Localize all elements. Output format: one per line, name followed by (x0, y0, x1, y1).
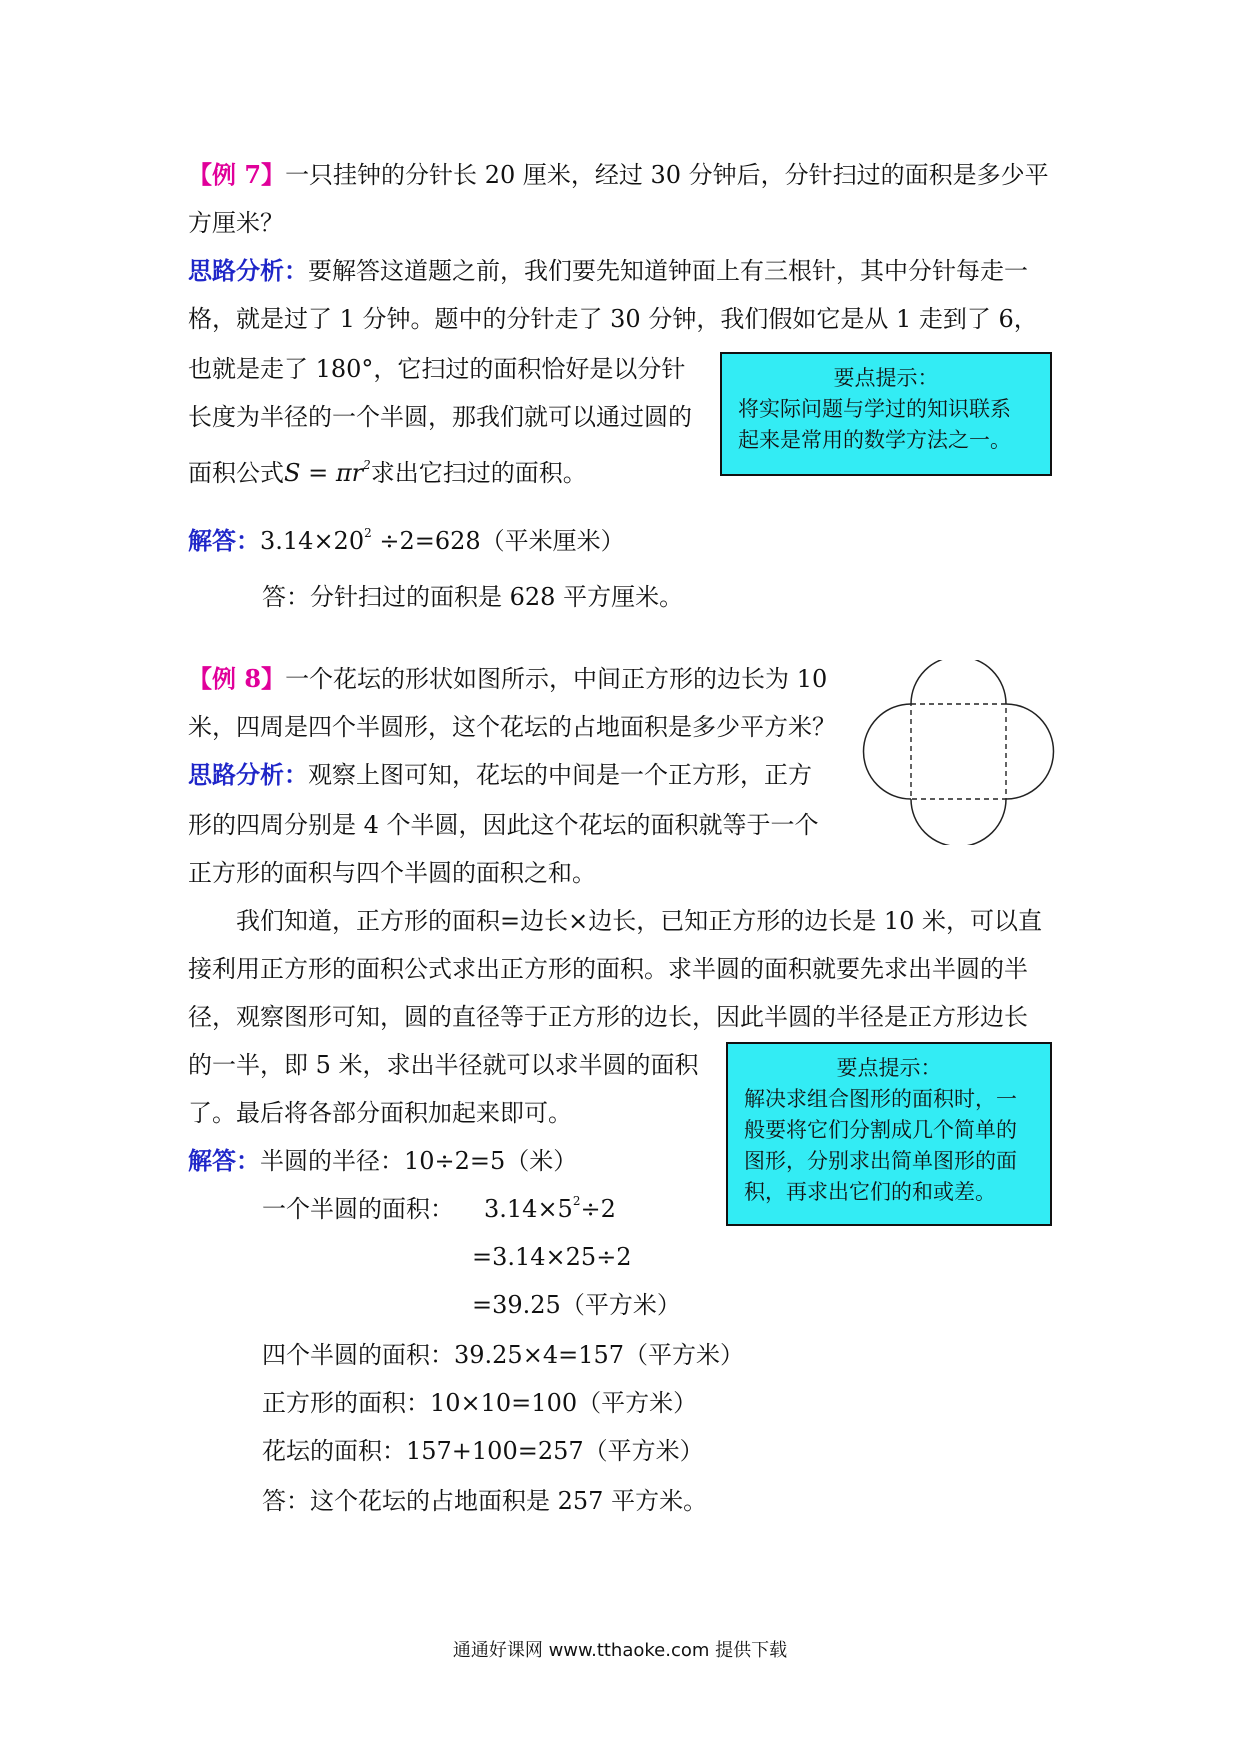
example8-tip-title: 要点提示： (836, 1056, 942, 1080)
example8-step3: =3.14×25÷2 (472, 1243, 632, 1271)
example8-tip-line3: 图形，分别求出简单图形的面 (744, 1149, 1017, 1173)
example7-answer-text-a: 3.14×20 (260, 527, 365, 555)
example8-analysis-line2: 形的四周分别是 4 个半圆，因此这个花坛的面积就等于一个 (188, 811, 819, 839)
example8-step4: =39.25（平方米） (472, 1291, 681, 1319)
example7-conclusion: 答：分针扫过的面积是 628 平方厘米。 (262, 583, 684, 611)
example8-step2-exponent: 2 (572, 1194, 581, 1208)
example7-analysis-text5a: 面积公式 (188, 459, 284, 487)
example8-question-line1 (188, 664, 827, 694)
example8-step6: 正方形的面积：10×10=100（平方米） (262, 1389, 698, 1417)
formula-s: S (284, 459, 301, 487)
example7-analysis-line4: 长度为半径的一个半圆，那我们就可以通过圆的 (188, 403, 692, 431)
example7-tip-line1: 将实际问题与学过的知识联系 (738, 397, 1011, 421)
example7-question-text1: 一只挂钟的分针长 20 厘米，经过 30 分钟后，分针扫过的面积是多少平 (285, 161, 1049, 189)
example8-para-line5: 了。最后将各部分面积加起来即可。 (188, 1099, 572, 1127)
example7-analysis-label: 思路分析： (188, 257, 308, 285)
example8-step2-a: 3.14×5 (484, 1195, 573, 1223)
example8-answer-line (188, 1146, 577, 1176)
example7-answer-text-b: ÷2=628（平米厘米） (371, 527, 625, 555)
example8-answer-label: 解答： (188, 1147, 260, 1175)
example8-para-line3: 径，观察图形可知，圆的直径等于正方形的边长，因此半圆的半径是正方形边长 (188, 1003, 1028, 1031)
flowerbed-semicircle-bottom (911, 799, 1006, 845)
example7-answer-exponent: 2 (364, 526, 372, 540)
example8-tip-box (726, 1042, 1052, 1226)
formula-eq: = πr (300, 459, 364, 487)
flowerbed-semicircle-left (864, 704, 912, 799)
example8-step2 (262, 1194, 616, 1224)
page-footer: 通通好课网 www.tthaoke.com 提供下载 (452, 1640, 788, 1661)
example7-answer-line (188, 526, 625, 556)
example7-tag: 【例 7】 (188, 160, 286, 189)
example8-tip-line4: 积，再求出它们的和或差。 (744, 1180, 996, 1204)
example7-analysis-line2: 格，就是过了 1 分钟。题中的分针走了 30 分钟，我们假如它是从 1 走到了 6， (188, 305, 1038, 333)
example8-tip-line2: 般要将它们分割成几个简单的 (744, 1118, 1017, 1142)
example7-answer-label: 解答： (188, 527, 260, 555)
example7-question-line1 (188, 160, 1049, 190)
formula-exponent: 2 (363, 458, 371, 472)
example8-tag: 【例 8】 (188, 664, 286, 693)
example7-tip-box (720, 352, 1052, 476)
flowerbed-square (911, 704, 1006, 799)
example8-para-line2: 接利用正方形的面积公式求出正方形的面积。求半圆的面积就要先求出半圆的半 (188, 955, 1028, 983)
example7-tip-line2: 起来是常用的数学方法之一。 (738, 428, 1011, 452)
example7-question-line2: 方厘米？ (188, 209, 284, 237)
example8-tip-line1: 解决求组合图形的面积时，一 (744, 1087, 1017, 1111)
example8-para-line4: 的一半，即 5 米，求出半径就可以求半圆的面积 (188, 1051, 699, 1079)
example7-analysis-line1 (188, 256, 1028, 286)
example8-step1: 半圆的半径：10÷2=5（米） (260, 1147, 578, 1175)
example8-step5: 四个半圆的面积：39.25×4=157（平方米） (262, 1341, 745, 1369)
example8-analysis-line3: 正方形的面积与四个半圆的面积之和。 (188, 859, 596, 887)
example8-question-text1: 一个花坛的形状如图所示，中间正方形的边长为 10 (285, 665, 828, 693)
example8-para-line1: 我们知道，正方形的面积=边长×边长，已知正方形的边长是 10 米，可以直 (236, 907, 1043, 935)
flowerbed-semicircle-right (1006, 704, 1054, 799)
example8-question-line2: 米，四周是四个半圆形，这个花坛的占地面积是多少平方米？ (188, 713, 836, 741)
example8-conclusion: 答：这个花坛的占地面积是 257 平方米。 (262, 1487, 708, 1515)
example8-analysis-label: 思路分析： (188, 761, 308, 789)
example8-step2-label: 一个半圆的面积： (262, 1195, 454, 1223)
example7-analysis-line5 (188, 458, 587, 488)
example8-step2-b: ÷2 (580, 1195, 616, 1223)
example8-analysis-text1: 观察上图可知，花坛的中间是一个正方形，正方 (308, 761, 812, 789)
example8-step7: 花坛的面积：157+100=257（平方米） (262, 1437, 704, 1465)
example7-analysis-text1: 要解答这道题之前，我们要先知道钟面上有三根针，其中分针每走一 (308, 257, 1028, 285)
flowerbed-semicircle-top (911, 660, 1006, 704)
flowerbed-figure (860, 660, 1060, 845)
example7-analysis-line3: 也就是走了 180°，它扫过的面积恰好是以分针 (188, 355, 686, 383)
area-formula (284, 459, 371, 487)
example7-tip-title: 要点提示： (833, 366, 939, 390)
example8-analysis-line1 (188, 760, 812, 790)
example7-analysis-text5b: 求出它扫过的面积。 (370, 459, 587, 487)
